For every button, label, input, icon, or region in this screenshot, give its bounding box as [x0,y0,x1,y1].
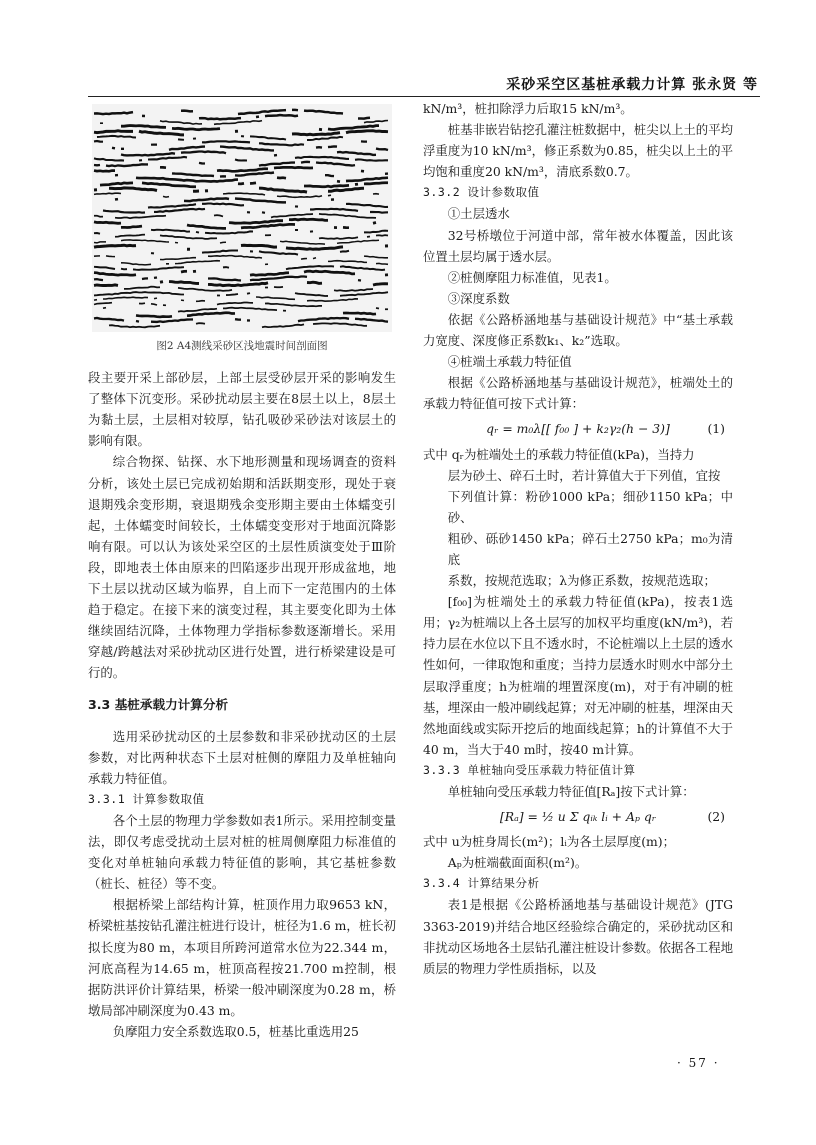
figure-caption: 图2 A4测线采砂区浅地震时间剖面图 [156,340,328,352]
subsection-heading: 3.3.1 计算参数取值 [88,791,205,806]
paragraph: 选用采砂扰动区的土层参数和非采砂扰动区的土层参数，对比两种状态下土层对桩侧的摩阻力及单桩轴向承载力特征值。 [88,728,396,786]
seismic-trace [94,292,388,296]
seismic-trace [103,209,388,213]
left-column [88,98,396,1042]
subsection-heading: 3.3.3 单桩轴向受压承载力特征值计算 [423,762,636,777]
seismic-trace [94,245,388,249]
seismic-trace [97,136,355,140]
paragraph: 根据桥梁上部结构计算，桩顶作用力取9653 kN，桥梁桩基按钻孔灌注桩进行设计，桩径为1.6 m，桩长初拟长度为80 m，本项目所跨河道常水位为22.344 m，河底高程为14.65 m，桩顶高程按21.700 m控制，根据防洪评价计算结果，桥梁一般冲刷深度为0.28 m，桥墩局部冲刷深度为0.43 m。 [88,897,396,1018]
seismic-trace [94,266,385,270]
paragraph: 段主要开采上部砂层，上部土层受砂层开采的影响发生了整体下沉变形。采砂扰动层主要在8层土以上，8层土为黏土层，土层相对较厚，钻孔吸砂采砂法对该层土的影响有限。 [88,370,396,449]
seismic-trace [151,251,355,255]
paragraph: 根据《公路桥涵地基与基础设计规范》，桩端处土的承载力特征值可按下式计算： [423,375,733,412]
paragraph: 32号桥墩位于河道中部，常年被水体覆盖，因此该位置土层均属于透水层。 [423,227,733,264]
seismic-trace [121,126,388,130]
running-header: 采砂采空区基桩承载力计算 张永贤 等 [506,77,758,93]
seismic-trace [94,167,370,171]
seismic-trace [115,173,388,177]
seismic-trace [103,308,388,312]
seismic-trace [121,261,388,265]
where-line: 下列值计算：粉砂1000 kPa；细砂1150 kPa；中砂、 [447,488,733,525]
header-rule [88,96,760,97]
seismic-trace [115,235,388,239]
paragraph: 负摩阻力安全系数选取0.5，桩基比重选用25 [112,1023,359,1039]
seismic-trace [94,188,364,192]
list-item: ③深度系数 [447,290,510,306]
seismic-trace [94,256,388,260]
seismic-trace [142,115,370,119]
seismic-trace [94,162,355,166]
seismic-trace [100,183,388,187]
right-column [423,98,733,979]
seismic-trace [115,198,388,202]
where-line: 层为砂土、碎石土时，若计算值大于下列值，宜按 [447,467,721,483]
list-item: ④桩端土承载力特征值 [447,354,572,370]
paragraph: 综合物探、钻探、水下地形测量和现场调查的资料分析，该处土层已完成初始期和活跃期变形，现处于衰退期残余变形期，衰退期残余变形期主要由土体蠕变引起，土体蠕变时间较长，土体蠕变变形对于地面沉降影响有限。可以认为该处采空区的土层性质演变处于Ⅲ阶段，即地表土体由原来的凹陷逐步出现开形成盆地，地下土层以扰动区域为临界，自上而下一定范围内的土体趋于稳定。在接下来的演变过程，其主要变化即为土体继续固结沉降，土体物理力学指标参数逐渐增长。采用穿越/跨越法对采砂扰动区进行处置，进行桥梁建设是可行的。 [88,454,396,681]
paragraph: 依据《公路桥涵地基与基础设计规范》中“基土承载力宽度、深度修正系数k₁、k₂”选取。 [423,311,733,349]
seismic-trace [94,157,388,161]
seismic-trace [94,110,388,114]
seismic-trace [94,318,388,322]
list-item: ①土层透水 [447,206,510,222]
seismic-trace [94,282,388,286]
seismic-trace [94,141,379,145]
paragraph: [f₀₀]为桩端处土的承载力特征值(kPa)，按表1选用；γ₂为桩端以上各土层写的加权平均重度(kN/m³)，若持力层在水位以下且不透水时，不论桩端以上土层的透水性如何，一律取饱和重度；当持力层透水时则水中部分土层取浮重度；h为桩端的埋置深度(m)，对于有冲刷的桩基，埋深由一般冲刷线起算；对无冲刷的桩基，埋深由天然地面线或实际开挖后的地面线起算；h的计算值不大于40 m，当大于40 m时，按40 m计算。 [423,594,733,757]
list-item: ②桩侧摩阻力标准值，见表1。 [447,269,617,285]
seismic-trace [94,219,388,223]
paragraph: 桩基非嵌岩钻挖孔灌注桩数据中，桩尖以上土的平均浮重度为10 kN/m³，修正系数为0.85，桩尖以上土的平均饱和重度20 kN/m³，清底系数0.7。 [423,122,733,180]
seismic-trace [148,204,388,208]
seismic-trace [100,121,388,125]
where-line: 式中 u为桩身周长(m²)；lᵢ为各土层厚度(m)； [423,834,676,850]
equation-2 [423,806,733,827]
seismic-trace [94,193,388,197]
seismic-trace [136,178,388,182]
paragraph: 单桩轴向受压承载力特征值[Rₐ]按下式计算： [447,784,695,799]
seismic-trace [94,297,358,301]
seismic-trace [94,277,361,281]
subsection-heading: 3.3.2 设计参数取值 [423,185,540,200]
seismic-trace [136,313,376,317]
seismic-trace [112,146,388,150]
where-line: Aₚ为桩端截面面积(m²)。 [447,855,588,871]
seismic-profile-image [92,104,392,332]
equation-number: (2) [707,809,725,825]
where-line: 系数，按规范选取；λ为修正系数，按规范选取； [447,573,716,589]
where-line: 式中 qᵣ为桩端处土的承载力特征值(kPa)，当持力 [423,446,695,462]
seismic-trace [94,214,376,218]
seismic-section-figure [92,104,392,332]
equation-1 [423,418,733,439]
subsection-heading: 3.3.4 计算结果分析 [423,876,540,891]
seismic-trace [94,230,388,234]
seismic-trace [94,302,376,306]
seismic-trace [121,152,382,156]
page-number: · 57 · [677,1056,720,1070]
paragraph: kN/m³，桩扣除浮力后取15 kN/m³。 [423,101,633,116]
seismic-trace [121,224,361,228]
seismic-trace [124,287,388,291]
equation-body: qᵣ = m₀λ[[ f₀₀ ] + k₂γ₂(h − 3)] [486,421,670,437]
paragraph: 各个土层的物理力学参数如表1所示。采用控制变量法，即仅考虑受扰动土层对桩的桩周侧摩阻力标准值的变化对单桩轴向承载力特征值的影响，其它基桩参数（桩长、桩径）等不变。 [88,812,396,892]
seismic-trace [94,131,388,135]
seismic-trace [109,323,367,327]
section-heading: 3.3 基桩承载力计算分析 [88,696,229,712]
seismic-trace [94,240,379,244]
equation-number: (1) [707,421,725,437]
seismic-trace [94,271,388,275]
where-line: 粗砂、砾砂1450 kPa；碎石土2750 kPa；m₀为清底 [447,530,733,567]
equation-body: [Rₐ] = ½ u Σ qᵢₖ lᵢ + Aₚ qᵣ [499,809,657,825]
paragraph: 表1是根据《公路桥涵地基与基础设计规范》(JTG 3363-2019)并结合地区经验综合确定的，采砂扰动区和非扰动区场地各土层钻孔灌注桩设计参数。依据各工程地质层的物理力学性质指标，以及 [423,897,733,976]
